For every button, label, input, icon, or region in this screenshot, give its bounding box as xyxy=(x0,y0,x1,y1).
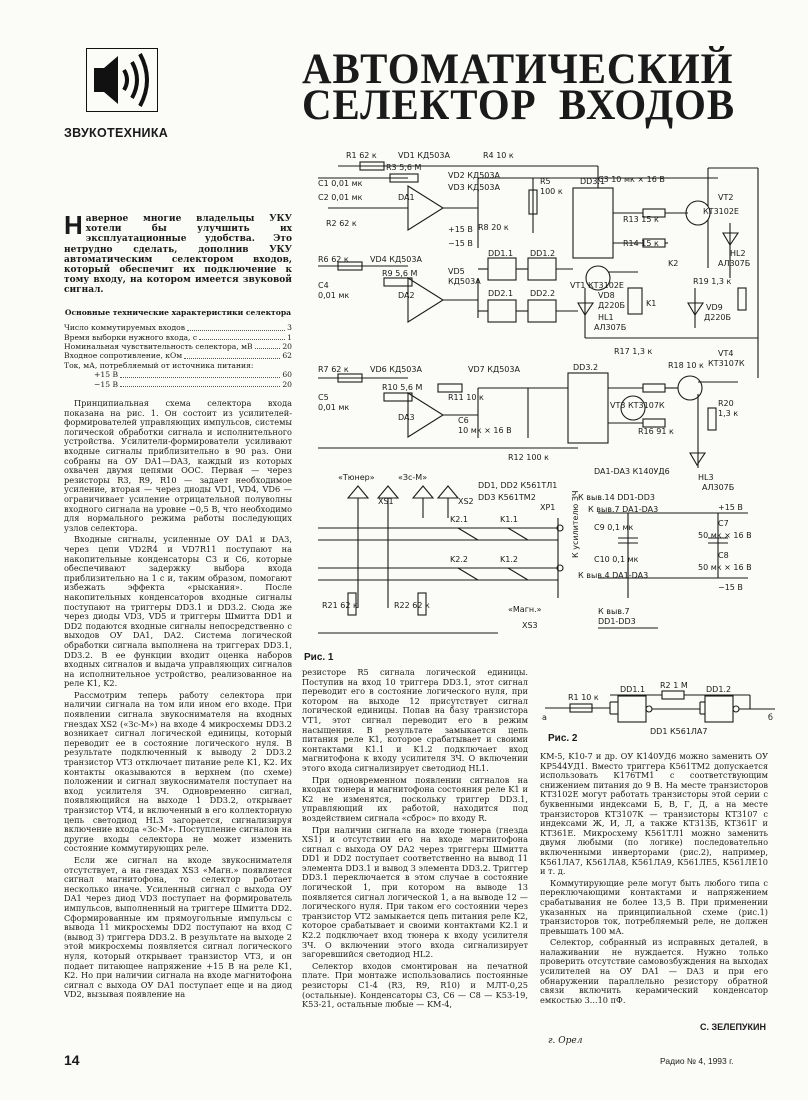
title-line-2: СЕЛЕКТОР ВХОДОВ xyxy=(302,82,736,129)
label-dd3-ic: DD3 К561ТМ2 xyxy=(478,493,536,502)
label-dd-ic: DD1, DD2 К561ТЛ1 xyxy=(478,481,558,490)
label-vd9: VD9 xyxy=(706,303,723,312)
label-hl1-type: АЛ307Б xyxy=(594,323,627,332)
author-city: г. Орел xyxy=(548,1036,583,1046)
label-da3: DA3 xyxy=(398,413,415,422)
label-xs1: XS1 xyxy=(378,497,394,506)
label-hl1: HL1 xyxy=(598,313,614,322)
label-hl3: HL3 xyxy=(698,473,714,482)
label-k12: K1.2 xyxy=(500,555,518,564)
figure-1-caption: Рис. 1 xyxy=(304,652,334,663)
label-k1: K1 xyxy=(646,299,657,308)
fig2-label-dd11: DD1.1 xyxy=(620,685,646,694)
intro-text: аверное многие владельцы УКУ хотели бы улучшить их эксплуатационные удобства. Это нетрудно сделать, дополнив УКУ автоматическим селектором входов, который обеспечит их подключение к тому входу, на котором имеется звуковой сигнал. xyxy=(64,214,292,296)
label-pin7-da: К выв.7 DA1-DA3 xyxy=(588,505,659,514)
label-vd3: VD3 КД503А xyxy=(448,183,500,192)
author-name: С. ЗЕЛЕПУКИН xyxy=(700,1022,766,1032)
label-hl2: HL2 xyxy=(730,249,746,258)
body-paragraph: KM-5, K10-7 и др. ОУ К140УД6 можно заменить ОУ КР544УД1. Вместо триггера К561ТМ2 допускается использовать К176ТМ1 с соответствующим снижением питания до 9 В. На месте транзисторов КТ3102Е могут работать транзисторы этой серии с буквенными индексами Б, В, Г, Д, а на месте транзисторов КТ3107К — транзисторы КТ3107 с индексами Ж, И, Л, а также КТ313Б, КТ361Г и КТ361Е. Микросхему К561ТЛ1 можно заменить двумя любыми (по логике) последовательно включенными инверторами (рис.2), например, К561ЛА7, К561ЛА8, К561ЛА9, К561ЛЕ5, К561ЛЕ10 и т. д. xyxy=(540,751,768,877)
label-vt3: VT3 КТ3107К xyxy=(610,401,665,410)
fig2-label-dd12: DD1.2 xyxy=(706,685,732,694)
body-paragraph: Входные сигналы, усиленные ОУ DA1 и DA3, через цепи VD2R4 и VD7R11 поступают на накопительные конденсаторы C3 и C6, которые обеспечивают задержку выбора входа приблизительно на 1 с и, таким образом, помогают избежать эффекта «рыскания». После накопительных конденсаторов входные сигналы поступают на триггеры DD3.1 и DD3.2. Сюда же через диоды VD3, VD5 и триггеры Шмитта DD1 и DD2 подаются входные сигналы непосредственно с выходов ОУ DA1, DA2. Система логической обработки сигнала выполнена на триггерах DD3.1, DD3.2. В ее функции входит оценка наборов входных сигналов и выдача управляющих сигналов на исполнительное устройство, реализованное на реле K1, K2. xyxy=(64,534,292,689)
label-xs2: XS2 xyxy=(458,497,474,506)
fig2-label-in: а xyxy=(542,713,547,722)
label-r22: R22 62 к xyxy=(394,601,430,610)
label-r8: R8 20 к xyxy=(478,223,509,232)
label-dd22: DD2.2 xyxy=(530,289,556,298)
intro-paragraph xyxy=(64,210,292,296)
label-vt4-type: КТ3107К xyxy=(708,359,745,368)
figure-2-caption: Рис. 2 xyxy=(548,733,578,744)
issue-info: Радио № 4, 1993 г. xyxy=(660,1056,734,1066)
label-xp1: XP1 xyxy=(540,503,556,512)
label-plus15-1: +15 В xyxy=(448,225,473,234)
schematic-diagram-fig2 xyxy=(540,680,780,740)
label-hl2-type: АЛ307Б xyxy=(718,259,751,268)
label-c6: C6 xyxy=(458,416,469,425)
label-c1: C1 0,01 мк xyxy=(318,179,363,188)
label-pin4: К выв.4 DA1-DA3 xyxy=(578,571,649,580)
specs-table xyxy=(64,308,292,389)
label-pin7-dd: К выв.7 xyxy=(598,607,630,616)
text-column-3 xyxy=(540,752,768,1007)
label-c4: C4 xyxy=(318,281,329,290)
label-c7-value: 50 мк × 16 В xyxy=(698,531,752,540)
page-number: 14 xyxy=(64,1052,80,1068)
spec-row: +15 В 60 xyxy=(94,370,292,380)
specs-title: Основные технические характеристики селектора xyxy=(64,307,292,317)
label-vd5: VD5 xyxy=(448,267,465,276)
label-r18: R18 10 к xyxy=(668,361,704,370)
label-c5-value: 0,01 мк xyxy=(318,403,350,412)
label-r5-value: 100 к xyxy=(540,187,563,196)
label-k21: K2.1 xyxy=(450,515,468,524)
label-da2: DA2 xyxy=(398,291,415,300)
spec-row: Время выборки нужного входа, с 1 xyxy=(64,332,292,342)
label-vt2-type: КТ3102Е xyxy=(703,207,739,216)
label-r16: R16 91 к xyxy=(638,427,674,436)
label-k11: K1.1 xyxy=(500,515,518,524)
spec-row: Число коммутируемых входов 3 xyxy=(64,323,292,333)
fig2-label-out: б xyxy=(768,713,773,722)
label-c3: C3 10 мк × 16 В xyxy=(598,175,665,184)
label-r4: R4 10 к xyxy=(483,151,514,160)
body-paragraph: При одновременном появлении сигналов на входах тюнера и магнитофона состояния реле K1 и K2 не изменятся, поскольку триггер DD3.1, управляющий их работой, находится под воздействием сигнала «сброс» по входу R. xyxy=(302,774,528,823)
spec-row: Входное сопротивление, кОм 62 xyxy=(64,351,292,361)
body-paragraph: Коммутирующие реле могут быть любого типа с переключающими контактами и напряжением срабатывания не более 13,5 В. При применении указанных на принципиальной схеме (рис.1) транзисторов ток, потребляемый реле, не должен превышать 100 мА. xyxy=(540,877,768,936)
label-r9: R9 5,6 М xyxy=(382,269,418,278)
label-r7: R7 62 к xyxy=(318,365,349,374)
label-zcm: «Зс-М» xyxy=(398,473,428,482)
label-dd31: DD3.1 xyxy=(580,177,606,186)
label-pin14: К выв.14 DD1-DD3 xyxy=(578,493,655,502)
label-c9: C9 0,1 мк xyxy=(594,523,634,532)
label-to-amplifier: К усилителю ЗЧ xyxy=(571,490,580,558)
body-paragraph: резисторе R5 сигнала логической единицы. Поступив на вход 10 триггера DD3.1, этот сигнал переводит его в состояние логического нуля, при котором на выходе 12 присутствует сигнал логической единицы. Попав на базу транзистора VT1, этот сигнал переводит его в режим насыщения. В результате замыкается цепь питания реле K1, которое срабатывает и своими контактами K1.1 и K1.2 подключает вход магнитофона к входу усилителя ЗЧ. О включении этого входа сигнализирует светодиод HL1. xyxy=(302,667,528,773)
fig2-label-r1: R1 10 к xyxy=(568,693,599,702)
label-vt4: VT4 xyxy=(718,349,734,358)
label-c8-value: 50 мк × 16 В xyxy=(698,563,752,572)
label-vt1: VT1 КТ3102Е xyxy=(570,281,624,290)
body-paragraph: Селектор входов смонтирован на печатной плате. При монтаже использовались постоянные резисторы C1-4 (R3, R9, R10) и МЛТ-0,25 (остальные). Конденсаторы C3, C6 — C8 — K53-19, K53-21, остальные любые — KM-4, xyxy=(302,960,528,1010)
label-c10: C10 0,1 мк xyxy=(594,555,639,564)
label-r11: R11 10 к xyxy=(448,393,484,402)
label-vd7: VD7 КД503А xyxy=(468,365,520,374)
label-r1: R1 62 к xyxy=(346,151,377,160)
label-da1: DA1 xyxy=(398,193,415,202)
fig2-label-r2: R2 1 М xyxy=(660,681,688,690)
label-dd11: DD1.1 xyxy=(488,249,514,258)
label-vd1: VD1 КД503А xyxy=(398,151,450,160)
label-k2: K2 xyxy=(668,259,679,268)
body-paragraph: Рассмотрим теперь работу селектора при наличии сигнала на том или ином его входе. При появлении сигнала звукоснимателя на входных гнездах XS2 («Зс-М») на входе 4 микросхемы DD3.2 возникает сигнал логической единицы, который переводит ее в состояние логического нуля. В результате подключенный к выводу 2 DD3.2 транзистор VT3 отключает питание реле K1, K2. Их контакты оказываются в верхнем (по схеме) положении и сигнал звукоснимателя поступает на вход усилителя ЗЧ. Одновременно сигнал, появляющийся на выходе 1 DD3.2, открывает транзистор VT4, и включенный в его коллекторную цепь светодиод HL3 загорается, сигнализируя включение входа «Зс-М». Поступление сигналов на другие входы селектора не может изменить состояние коммутирующих реле. xyxy=(64,689,292,854)
label-minus15-1: −15 В xyxy=(448,239,473,248)
label-k22: K2.2 xyxy=(450,555,468,564)
spec-row: Ток, мА, потребляемый от источника питания: xyxy=(64,360,254,370)
label-da-ic: DA1-DA3 К140УД6 xyxy=(594,467,670,476)
fig2-label-ic: DD1 К561ЛА7 xyxy=(650,727,708,736)
label-r20-value: 1,3 к xyxy=(718,409,739,418)
label-r21: R21 62 к xyxy=(322,601,358,610)
label-dd32: DD3.2 xyxy=(573,363,599,372)
label-vd8: VD8 xyxy=(598,291,615,300)
label-r14: R14 15 к xyxy=(623,239,659,248)
label-xs3: XS3 xyxy=(522,621,538,630)
body-paragraph: Принципиальная схема селектора входа показана на рис. 1. Он состоит из усилителей-формирователей управляющих импульсов, системы логической обработки сигнала и исполнительного устройства. Усилители-формирователи усиливают входные сигналы приблизительно в 90 раз. Они собраны на ОУ DA1—DA3, каждый из которых охвачен двумя цепями ООС. Первая — через резисторы R3, R9, R10 — задает необходимое усиление, вторая — через диоды VD1, VD4, VD6 — ограничивает усиление отрицательной полуволны входного сигнала на уровне −0,5 В, что необходимо для нормального режима работы последующих узлов селектора. xyxy=(64,398,292,533)
label-r10: R10 5,6 М xyxy=(382,383,423,392)
schematic-diagram-fig1 xyxy=(298,138,768,658)
label-dd21: DD2.1 xyxy=(488,289,514,298)
label-vd4: VD4 КД503А xyxy=(370,255,422,264)
spec-row: Номинальная чувствительность селектора, мВ 20 xyxy=(64,342,292,352)
label-r12: R12 100 к xyxy=(508,453,549,462)
label-r17: R17 1,3 к xyxy=(614,347,653,356)
drop-cap: Н xyxy=(64,210,83,240)
body-paragraph: Селектор, собранный из исправных деталей, в налаживании не нуждается. Нужно только проверить отсутствие самовозбуждения на выходах усилителей на ОУ DA1 — DA3 и при его обнаружении параллельно резистору обратной связи включить керамический конденсатор емкостью 3...10 пФ. xyxy=(540,937,768,1005)
label-magn: «Магн.» xyxy=(508,605,542,614)
label-r13: R13 15 к xyxy=(623,215,659,224)
text-column-1 xyxy=(64,210,292,1002)
label-dd12: DD1.2 xyxy=(530,249,556,258)
label-tuner: «Тюнер» xyxy=(338,473,375,482)
label-r3: R3 5,6 М xyxy=(386,163,422,172)
label-r6: R6 62 к xyxy=(318,255,349,264)
label-r20: R20 xyxy=(718,399,734,408)
label-vd5-type: КД503А xyxy=(448,277,481,286)
label-vt2: VT2 xyxy=(718,193,734,202)
label-c8: C8 xyxy=(718,551,729,560)
label-vd9-type: Д220Б xyxy=(704,313,732,322)
body-paragraph: При наличии сигнала на входе тюнера (гнезда XS1) и отсутствии его на входе магнитофона сигнал с выхода ОУ DA2 через триггеры Шмитта DD1 и DD2 поступает соответственно на вывод 11 элемента DD3.1 и вывод 3 элемента DD3.2. Триггер DD3.1 переключается в этом случае в состояние логической 1, при котором на выводе 13 появляется сигнал логической 1, а на выводе 12 — логического нуля. При таком его состоянии через транзистор VT2 замыкается цепь питания реле K2, которое срабатывает и своими контактами K2.1 и K2.2 подключает вход тюнера к входу усилителя ЗЧ. О включении этого входа сигнализирует загоревшийся светодиод HL2. xyxy=(302,824,528,960)
text-column-2 xyxy=(302,668,528,1012)
label-vd6: VD6 КД503А xyxy=(370,365,422,374)
body-paragraph: Если же сигнал на входе звукоснимателя отсутствует, а на гнездах XS3 «Магн.» появляется сигнал магнитофона, то селектор работает несколько иначе. Усиленный сигнал с выхода ОУ DA1 через диод VD3 поступает на формирователь импульсов, выполненный на триггере Шмитта DD2. Сформированные им прямоугольные импульсы с вывода 11 микросхемы DD2 поступают на вход С (вывод 3) триггера DD3.2. В результате на выходе 2 этой микросхемы появляется сигнал логического нуля, который открывает транзистор VT3, и он подает питающее напряжение +15 В на реле K1, K2. Но при наличии сигнала на входе магнитофона сигнал с выхода ОУ DA1 поступает еще и на диод VD2, вызывая появление на xyxy=(64,854,292,1000)
label-c4-value: 0,01 мк xyxy=(318,291,350,300)
label-c6-value: 10 мк × 16 В xyxy=(458,426,512,435)
speaker-icon xyxy=(86,48,158,112)
label-hl3-type: АЛ307Б xyxy=(702,483,735,492)
spec-row: −15 В 20 xyxy=(94,379,292,389)
section-rubric: ЗВУКОТЕХНИКА xyxy=(64,126,169,140)
label-r5: R5 xyxy=(540,177,551,186)
label-c7: C7 xyxy=(718,519,729,528)
label-minus15-2: −15 В xyxy=(718,583,743,592)
label-plus15-2: +15 В xyxy=(718,503,743,512)
article-title xyxy=(302,46,739,129)
title-line-1: АВТОМАТИЧЕСКИЙ xyxy=(302,46,734,93)
label-c5: C5 xyxy=(318,393,329,402)
label-pin7-dd-2: DD1-DD3 xyxy=(598,617,636,626)
label-c2: C2 0,01 мк xyxy=(318,193,363,202)
speaker-logo xyxy=(86,48,158,112)
label-r19: R19 1,3 к xyxy=(693,277,732,286)
label-vd8-type: Д220Б xyxy=(598,301,626,310)
label-vd2: VD2 КД503А xyxy=(448,171,500,180)
label-r2: R2 62 к xyxy=(326,219,357,228)
